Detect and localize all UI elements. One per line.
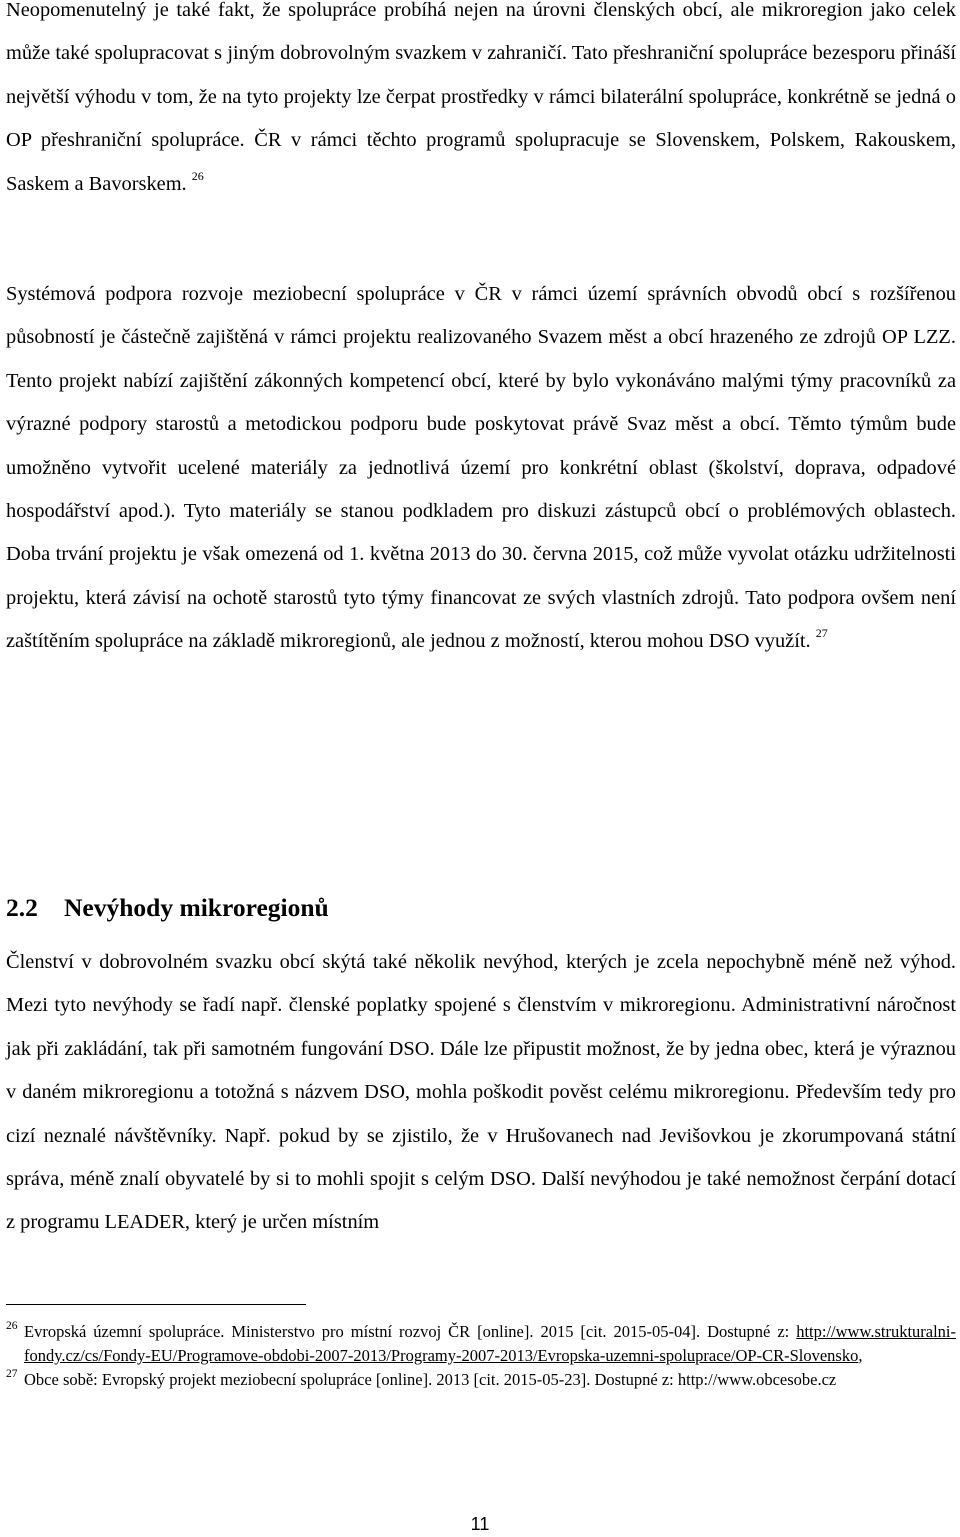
footnote-tail: , <box>858 1346 863 1365</box>
footnote-number: 27 <box>6 1368 18 1380</box>
body-paragraph <box>6 273 956 664</box>
footnote <box>6 1320 956 1368</box>
section-number: 2.2 <box>6 893 38 922</box>
footnote-reference[interactable]: 26 <box>191 168 204 183</box>
paragraph-text: Neopomenutelný je také fakt, že spolupráce probíhá nejen na úrovni členských obcí, ale mikroregion jako celek může také spolupracovat s jiným dobrovolným svazkem v zahraničí. Tato přeshraniční spolupráce bezesporu přináší největší výhodu v tom, že na tyto projekty lze čerpat prostředky v rámci bilaterální spolupráce, konkrétně se jedná o OP přeshraniční spolupráce. ČR v rámci těchto programů spolupracuje se Slovenskem, Polskem, Rakouskem, Saskem a Bavorskem. <box>6 0 956 195</box>
footnote <box>6 1368 956 1392</box>
section-title: Nevýhody mikroregionů <box>64 893 329 922</box>
footnote-reference[interactable]: 27 <box>815 626 828 641</box>
footnote-text: Evropská územní spolupráce. Ministerstvo pro místní rozvoj ČR [online]. 2015 [cit. 2015-05-04]. Dostupné z: <box>24 1322 790 1341</box>
body-paragraph <box>6 0 956 206</box>
footnote-text: Obce sobě: Evropský projekt meziobecní spolupráce [online]. 2013 [cit. 2015-05-23]. Dostupné z: <box>24 1370 674 1389</box>
paragraph-text: Systémová podpora rozvoje meziobecní spolupráce v ČR v rámci území správních obvodů obcí s rozšířenou působností je částečně zajištěná v rámci projektu realizovaného Svazem měst a obcí hrazeného ze zdrojů OP LZZ. Tento projekt nabízí zajištění zákonných kompetencí obcí, které by bylo vykonáváno malými týmy pracovníků za výrazné podpory starostů a metodickou podporu bude poskytovat právě Svaz měst a obcí. Těmto týmům bude umožněno vytvořit ucelené materiály za jednotlivá území pro konkrétní oblast (školství, doprava, odpadové hospodářství apod.). Tyto materiály se stanou podkladem pro diskuzi zástupců obcí o problémových oblastech. Doba trvání projektu je však omezená od 1. května 2013 do 30. června 2015, což může vyvolat otázku udržitelnosti projektu, která závisí na ochotě starostů tyto týmy financovat ze svých vlastních zdrojů. Tato podpora ovšem není zaštítěním spolupráce na základě mikroregionů, ale jednou z možností, kterou mohou DSO využít. <box>6 283 956 653</box>
footnote-url: http://www.obcesobe.cz <box>677 1370 837 1389</box>
body-paragraph <box>6 941 956 1245</box>
footnote-number: 26 <box>6 1320 18 1332</box>
footnotes <box>6 1320 956 1392</box>
footnote-link[interactable]: http://www.strukturalni-fondy.cz/cs/Fondy-EU/Programove-obdobi-2007-2013/Programy-2007-2013/Evropska-uzemni-spoluprace/OP-CR-Slovensko <box>24 1322 957 1365</box>
section-heading <box>6 888 956 928</box>
footnote-separator <box>6 1304 306 1305</box>
page-number: 11 <box>470 1514 490 1534</box>
paragraph-text: Členství v dobrovolném svazku obcí skýtá také několik nevýhod, kterých je zcela nepochybně méně než výhod. Mezi tyto nevýhody se řadí např. členské poplatky spojené s členstvím v mikroregionu. Administrativní náročnost jak při zakládání, tak při samotném fungování DSO. Dále lze připustit možnost, že by jedna obec, která je výraznou v daném mikroregionu a totožná s názvem DSO, mohla poškodit pověst celému mikroregionu. Především tedy pro cizí neznalé návštěvníky. Např. pokud by se zjistilo, že v Hrušovanech nad Jevišovkou je zkorumpovaná státní správa, méně znalí obyvatelé by si to mohli spojit s celým DSO. Další nevýhodou je také nemožnost čerpání dotací z programu LEADER, který je určen místním <box>6 951 956 1234</box>
